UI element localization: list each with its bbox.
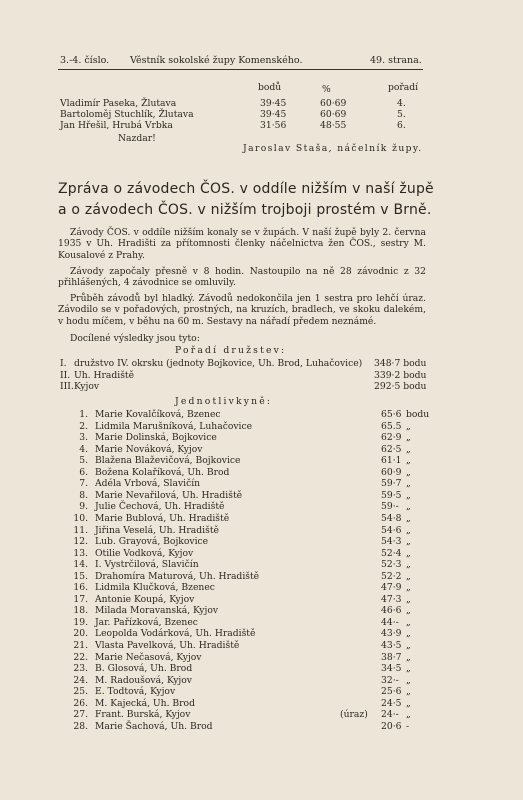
- individuals-heading: Jednotlivkyně:: [175, 396, 273, 407]
- list-item: [58, 686, 428, 697]
- row-percent: 48·55: [320, 120, 347, 131]
- individual-unit: „: [406, 663, 411, 675]
- individual-rank: 20.: [73, 628, 88, 640]
- individual-rank: 15.: [73, 570, 88, 582]
- row-name: Vladimír Paseka, Žlutava: [60, 98, 177, 109]
- individual-rank: 22.: [73, 651, 88, 663]
- individual-name: Lub. Grayová, Bojkovice: [95, 536, 209, 548]
- individual-score: 46·6: [381, 605, 402, 617]
- paragraph-start: Závody započaly přesně v 8 hodin. Nastoupilo na ně 28 závodnic z 32 přihlášených, 4 závodnice se omluvily.: [58, 266, 426, 289]
- list-item: [58, 536, 428, 547]
- individual-score: 47·3: [381, 593, 402, 605]
- teams-heading: Pořadí družstev:: [175, 345, 287, 356]
- header-rule: [58, 69, 423, 70]
- individual-unit: „: [406, 443, 411, 455]
- individual-unit: bodu: [406, 409, 430, 420]
- list-item: [58, 605, 428, 616]
- individual-score: 38·7: [381, 651, 402, 663]
- individual-rank: 28.: [73, 720, 88, 732]
- individual-name: Drahomíra Maturová, Uh. Hradiště: [95, 570, 260, 582]
- individual-score: 52·4: [381, 547, 402, 559]
- list-item: [58, 513, 428, 524]
- individual-unit: „: [406, 420, 411, 432]
- individual-name: Leopolda Vodárková, Uh. Hradiště: [95, 628, 256, 640]
- individual-name: E. Todtová, Kyjov: [95, 686, 176, 698]
- individual-name: Milada Moravanská, Kyjov: [95, 605, 219, 617]
- list-item: [58, 455, 428, 466]
- individual-name: Lidmila Marušníková, Luhačovice: [95, 420, 253, 432]
- team-score: 339·2 bodu: [374, 369, 427, 381]
- list-item: [58, 640, 428, 651]
- individual-score: 24·5: [381, 697, 402, 709]
- individual-score: 65.5: [381, 420, 402, 432]
- individual-name: Božena Kolaříková, Uh. Brod: [95, 466, 230, 478]
- row-rank: 5.: [397, 109, 406, 120]
- row-percent: 60·69: [320, 98, 347, 109]
- row-percent: 60·69: [320, 109, 347, 120]
- list-item: [58, 370, 428, 381]
- individual-rank: 25.: [73, 686, 88, 698]
- individual-name: Adéla Vrbová, Slavičín: [95, 478, 201, 490]
- individual-score: 47·9: [381, 582, 402, 594]
- list-item: [58, 501, 428, 512]
- individual-rank: 19.: [73, 616, 88, 628]
- individual-rank: 2.: [79, 420, 88, 432]
- list-item: [58, 525, 428, 536]
- list-item: [58, 698, 428, 709]
- individual-score: 43·5: [381, 640, 402, 651]
- individual-rank: 27.: [73, 709, 88, 721]
- individual-score: 59·5: [381, 489, 402, 501]
- list-item: [58, 628, 428, 639]
- signature: Jaroslav Staša, náčelník župy.: [243, 143, 423, 154]
- individual-rank: 5.: [79, 455, 88, 467]
- individual-score: 65·6: [381, 409, 402, 420]
- list-item: [58, 478, 428, 489]
- list-item: [58, 582, 428, 593]
- individual-score: 59·-: [381, 501, 399, 513]
- individual-rank: 18.: [73, 605, 88, 617]
- individual-name: Marie Dolinská, Bojkovice: [95, 432, 217, 444]
- list-item: [58, 548, 428, 559]
- individual-unit: „: [406, 559, 411, 571]
- list-item: [58, 675, 428, 686]
- individual-name: I. Vystrčilová, Slavičín: [95, 559, 199, 571]
- individual-unit: „: [406, 605, 411, 617]
- list-item: [58, 721, 428, 732]
- individual-rank: 21.: [73, 640, 88, 651]
- individual-rank: 1.: [79, 409, 88, 420]
- individual-score: 54·3: [381, 536, 402, 548]
- individual-score: 32·-: [381, 674, 399, 686]
- individual-name: Marie Bublová, Uh. Hradiště: [95, 512, 230, 524]
- col-header-percent: %: [322, 84, 331, 95]
- individual-name: Frant. Burská, Kyjov: [95, 709, 191, 721]
- individual-rank: 16.: [73, 582, 88, 594]
- individual-name: Lidmila Klučková, Bzenec: [95, 582, 215, 594]
- individual-rank: 3.: [79, 432, 88, 444]
- individual-name: Antonie Koupá, Kyjov: [95, 593, 195, 605]
- individual-score: 44·-: [381, 616, 399, 628]
- individual-unit: „: [406, 489, 411, 501]
- individual-rank: 11.: [73, 524, 88, 536]
- row-points: 39·45: [260, 98, 287, 109]
- individual-score: 24·-: [381, 709, 399, 721]
- individual-rank: 24.: [73, 674, 88, 686]
- individual-name: Marie Kovalčíková, Bzenec: [95, 409, 221, 420]
- individual-name: Julie Čechová, Uh. Hradiště: [95, 501, 225, 513]
- row-name: Bartoloměj Stuchlík, Žlutava: [60, 109, 194, 120]
- individual-score: 60·9: [381, 466, 402, 478]
- individual-score: 34·5: [381, 663, 402, 675]
- individual-name: Marie Nečasová, Kyjov: [95, 651, 202, 663]
- individual-unit: „: [406, 674, 411, 686]
- team-score: 348·7 bodu: [374, 358, 427, 369]
- individual-note: (úraz): [340, 709, 368, 721]
- paragraph-course: Průběh závodů byl hladký. Závodů nedokončila jen 1 sestra pro lehčí úraz. Závodilo se v pořadových, prostných, na kruzích, bradlech, ve skoku dalekém, v hodu míčem, v běhu na 60 m. Sestavy na nářadí předem neznámé.: [58, 293, 426, 327]
- individual-score: 25·6: [381, 686, 402, 698]
- journal-title: Věstník sokolské župy Komenského.: [130, 55, 303, 66]
- individual-name: M. Kajecká, Uh. Brod: [95, 697, 195, 709]
- list-item: [58, 663, 428, 674]
- individual-name: B. Glosová, Uh. Brod: [95, 663, 193, 675]
- individual-rank: 7.: [79, 478, 88, 490]
- list-item: [58, 571, 428, 582]
- individual-unit: „: [406, 651, 411, 663]
- individual-rank: 17.: [73, 593, 88, 605]
- individual-unit: „: [406, 616, 411, 628]
- team-rank: III.: [60, 381, 74, 392]
- individual-score: 52·2: [381, 570, 402, 582]
- list-item: [58, 559, 428, 570]
- page-number: 49. strana.: [370, 55, 422, 66]
- team-rank: II.: [60, 369, 71, 381]
- individual-name: M. Radoušová, Kyjov: [95, 674, 192, 686]
- individual-unit: -: [406, 720, 410, 732]
- individual-unit: „: [406, 640, 411, 651]
- individual-name: Blažena Blaževičová, Bojkovice: [95, 455, 241, 467]
- row-points: 31·56: [260, 120, 287, 131]
- list-item: [58, 617, 428, 628]
- individual-name: Jiřina Veselá, Uh. Hradiště: [95, 524, 219, 536]
- list-item: [58, 358, 428, 369]
- individual-rank: 8.: [79, 489, 88, 501]
- paragraph-intro: Závody ČOS. v oddíle nižším konaly se v župách. V naší župě byly 2. června 1935 v Uh. Hradišti za přítomnosti členky náčelnictva žen ČOS., sestry M. Kousalové z Prahy.: [58, 227, 426, 261]
- article-title-line2: a o závodech ČOS. v nižším trojboji prostém v Brně.: [58, 202, 432, 218]
- team-name: družstvo IV. okrsku (jednoty Bojkovice, Uh. Brod, Luhačovice): [74, 358, 363, 369]
- row-points: 39·45: [260, 109, 287, 120]
- list-item: [58, 709, 428, 720]
- list-item: [58, 594, 428, 605]
- individual-unit: „: [406, 686, 411, 698]
- individual-score: 20·6: [381, 720, 402, 732]
- individual-name: Marie Nevařilová, Uh. Hradiště: [95, 489, 243, 501]
- individual-name: Marie Nováková, Kyjov: [95, 443, 203, 455]
- individual-unit: „: [406, 536, 411, 548]
- individual-score: 43·9: [381, 628, 402, 640]
- team-name: Kyjov: [74, 381, 100, 392]
- individual-name: Marie Šachová, Uh. Brod: [95, 720, 213, 732]
- individual-name: Otilie Vodková, Kyjov: [95, 547, 194, 559]
- individual-score: 61·1: [381, 455, 402, 467]
- individual-score: 62·9: [381, 432, 402, 444]
- individual-unit: „: [406, 697, 411, 709]
- individual-rank: 4.: [79, 443, 88, 455]
- team-name: Uh. Hradiště: [74, 369, 135, 381]
- individual-rank: 10.: [73, 512, 88, 524]
- individual-unit: „: [406, 582, 411, 594]
- individual-unit: „: [406, 432, 411, 444]
- greeting: Nazdar!: [118, 133, 156, 144]
- individual-rank: 13.: [73, 547, 88, 559]
- individual-unit: „: [406, 478, 411, 490]
- individual-score: 59·7: [381, 478, 402, 490]
- individual-rank: 6.: [79, 466, 88, 478]
- individual-unit: „: [406, 593, 411, 605]
- paragraph-results-intro: Docílené výsledky jsou tyto:: [70, 333, 200, 344]
- list-item: [58, 490, 428, 501]
- individual-rank: 23.: [73, 663, 88, 675]
- individual-unit: „: [406, 709, 411, 721]
- list-item: [58, 444, 428, 455]
- individual-name: Vlasta Pavelková, Uh. Hradiště: [95, 640, 240, 651]
- individual-unit: „: [406, 628, 411, 640]
- list-item: [58, 467, 428, 478]
- list-item: [58, 432, 428, 443]
- team-rank: I.: [60, 358, 67, 369]
- row-rank: 4.: [397, 98, 406, 109]
- individual-name: Jar. Pařízková, Bzenec: [95, 616, 198, 628]
- individual-score: 52·3: [381, 559, 402, 571]
- individual-rank: 9.: [79, 501, 88, 513]
- col-header-points: bodů: [258, 82, 282, 93]
- individual-score: 54·8: [381, 512, 402, 524]
- individual-unit: „: [406, 501, 411, 513]
- individual-rank: 14.: [73, 559, 88, 571]
- individual-unit: „: [406, 512, 411, 524]
- team-score: 292·5 bodu: [374, 381, 427, 392]
- list-item: [58, 421, 428, 432]
- individual-unit: „: [406, 455, 411, 467]
- individual-rank: 12.: [73, 536, 88, 548]
- article-title-line1: Zpráva o závodech ČOS. v oddíle nižším v naší župě: [58, 181, 434, 197]
- individual-score: 54·6: [381, 524, 402, 536]
- individual-unit: „: [406, 570, 411, 582]
- list-item: [58, 409, 428, 420]
- individual-unit: „: [406, 524, 411, 536]
- individual-unit: „: [406, 547, 411, 559]
- individual-rank: 26.: [73, 697, 88, 709]
- individual-score: 62·5: [381, 443, 402, 455]
- row-rank: 6.: [397, 120, 406, 131]
- list-item: [58, 381, 428, 392]
- col-header-rank: pořadí: [388, 82, 419, 93]
- row-name: Jan Hřešil, Hrubá Vrbka: [60, 120, 173, 131]
- individual-unit: „: [406, 466, 411, 478]
- list-item: [58, 652, 428, 663]
- issue-number: 3.-4. číslo.: [60, 55, 110, 66]
